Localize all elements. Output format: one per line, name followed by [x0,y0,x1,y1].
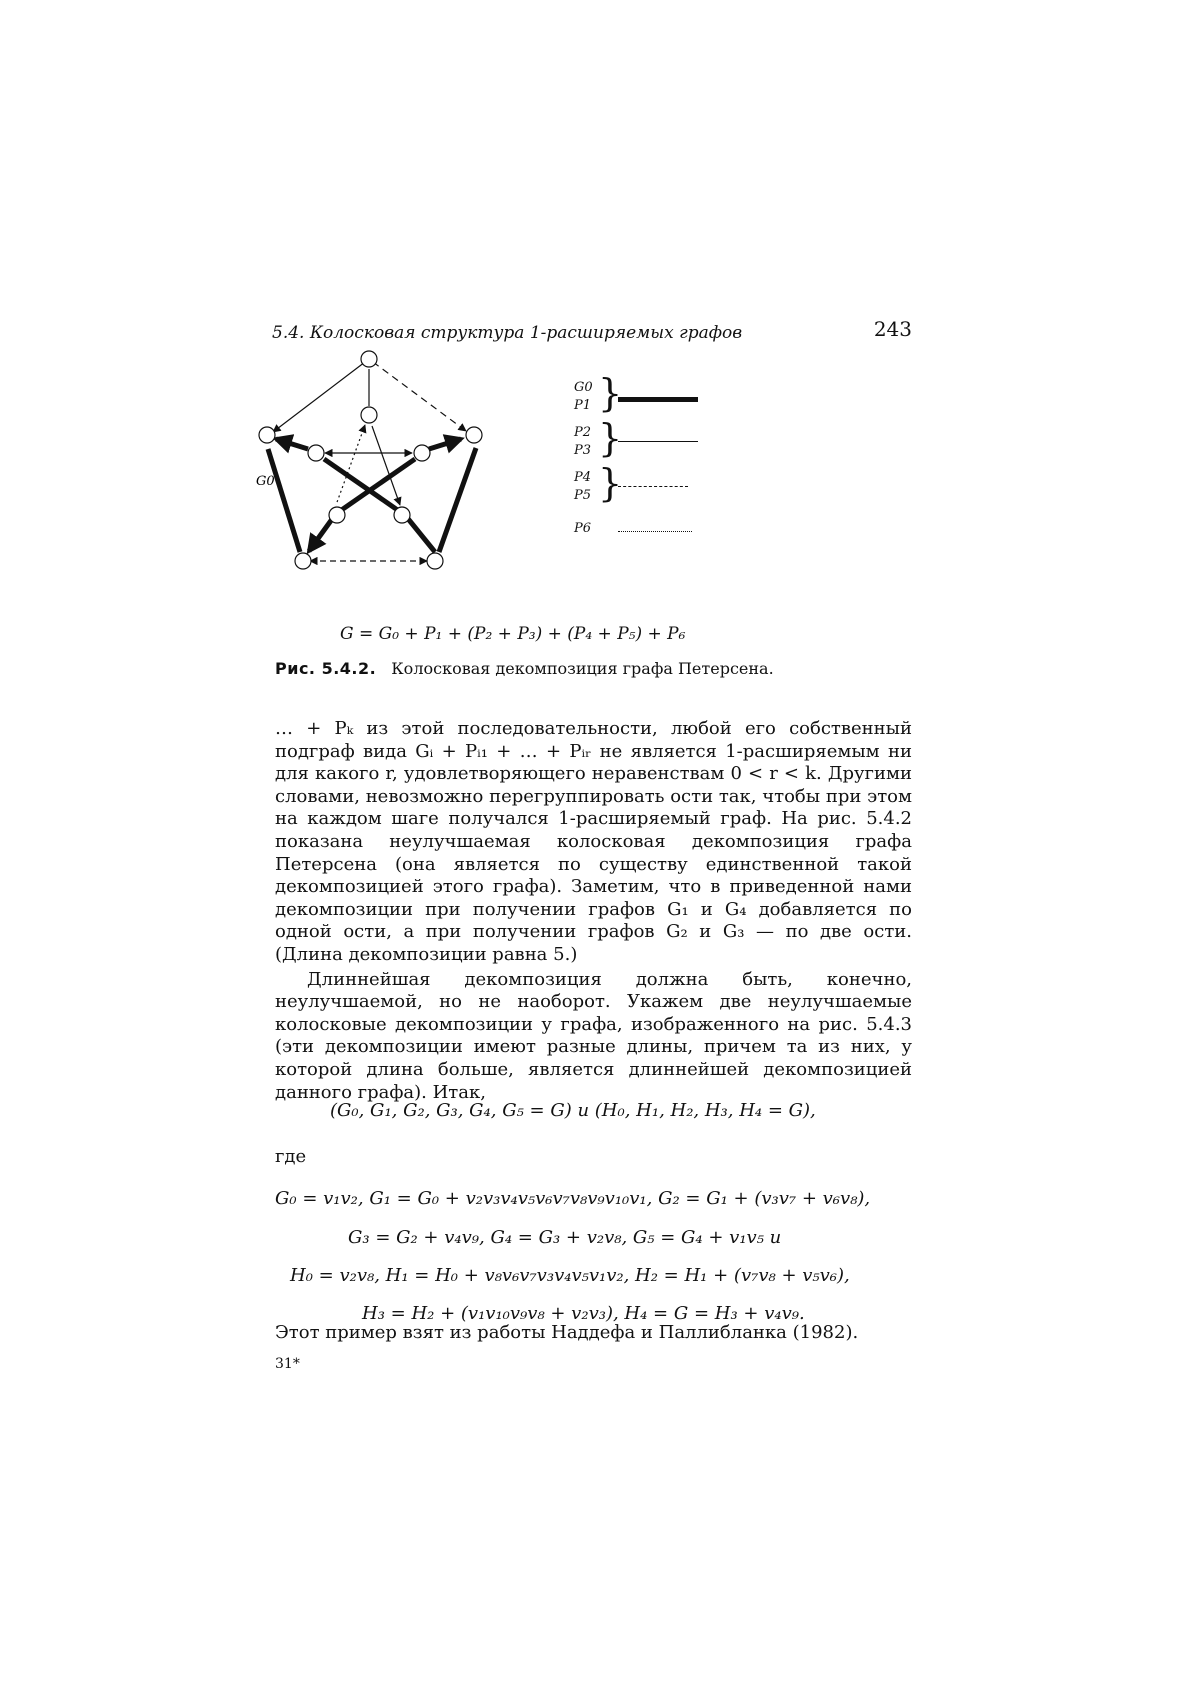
legend-label: P6 [574,521,592,536]
page-header [272,317,912,353]
page-number: 243 [873,317,912,341]
petersen-graph [256,368,562,618]
inner-top-bl [336,425,365,505]
edge-top-right [373,362,466,431]
brace-icon: } [598,416,623,460]
sequence-equation: (G₀, G₁, G₂, G₃, G₄, G₅ = G) и (H₀, H₁, H₂, H₃, H₄ = G), [330,1100,816,1121]
edge-top-left [273,362,365,432]
body-text [275,718,912,1104]
equation-line-4: H₃ = H₂ + (v₁v₁₀v₉v₈ + v₂v₃), H₄ = G = H₃ + v₄v₉. [362,1303,805,1324]
legend-label: P5 [574,488,592,503]
vertex-outer-bottom-left [295,553,311,569]
spoke-left [276,439,308,449]
legend-label: P2 [574,425,592,440]
signature-mark: 31* [275,1356,300,1372]
inner-l-br [324,459,399,511]
legend-swatch-solid [618,441,698,442]
legend-label: P1 [574,398,592,413]
paragraph-2: Длиннейшая декомпозиция должна быть, конечно, неулучшаемой, но не наоборот. Укажем две неулучшаемые колосковые декомпозиции у графа, изображенного на рис. 5.4.3 (эти декомпозиции имеют разные длины, причем та из них, у которой длина больше, является длиннейшей декомпозицией данного графа). Итак, [275,968,912,1103]
legend-group-2 [560,416,720,475]
inner-r-bl [340,459,415,511]
legend-swatch-dotted [618,531,692,532]
legend-label: P3 [574,443,592,458]
decomposition-formula: G = G₀ + P₁ + (P₂ + P₃) + (P₄ + P₅) + P₆ [340,624,686,644]
paragraph-1: … + Pₖ из этой последовательности, любой его собственный подграф вида Gᵢ + Pᵢ₁ + … + Pᵢᵣ не является 1-расширяемым ни для какого r, удовлетворяющего неравенствам 0 < r < k. Другими словами, невозможно перегруппировать ости так, чтобы при этом на каждом шаге получался 1-расширяемый граф. На рис. 5.4.2 показана неулучшаемая колосковая декомпозиция графа Петерсена (она является по существу единственной такой декомпозицией этого графа). Заметим, что в приведенной нами декомпозиции при получении графов G₁ и G₄ добавляется по одной ости, а при получении графов G₂ и G₃ — по две ости. (Длина декомпозиции равна 5.) [275,718,912,965]
legend-label: G0 [574,380,593,395]
vertex-outer-bottom-right [427,553,443,569]
caption-number: Рис. 5.4.2. [275,659,377,678]
edge-left-bottom [268,449,300,552]
spoke-right [429,439,461,449]
vertex-outer-top [361,351,377,367]
vertex-label: G0 [256,474,275,489]
legend-group-3 [560,461,720,520]
vertex-inner-left [308,445,324,461]
legend-group-4 [560,515,720,565]
figure-legend [560,371,720,580]
legend-label: P4 [574,470,592,485]
vertex-outer-right [466,427,482,443]
vertex-inner-right [414,445,430,461]
equation-line-3: H₀ = v₂v₈, H₁ = H₀ + v₈v₆v₇v₃v₄v₅v₁v₂, H₂ = H₁ + (v₇v₈ + v₅v₆), [290,1265,850,1286]
edge-right-bottom [439,448,476,552]
legend-swatch-dashed [618,486,688,487]
equation-line-2: G₃ = G₂ + v₄v₉, G₄ = G₃ + v₂v₈, G₅ = G₄ + v₁v₅ и [348,1227,782,1248]
caption-text: Колосковая декомпозиция графа Петерсена. [391,659,774,678]
vertex-inner-bottom-right [394,507,410,523]
vertex-inner-top [361,407,377,423]
vertex-outer-left [259,427,275,443]
brace-icon: } [598,371,623,415]
where-word: где [275,1146,307,1167]
running-title: 5.4. Колосковая структура 1-расширяемых графов [272,323,743,343]
spoke-bottom-right [405,515,435,552]
figure-caption [275,659,774,678]
vertex-inner-bottom-left [329,507,345,523]
equation-line-1: G₀ = v₁v₂, G₁ = G₀ + v₂v₃v₄v₅v₆v₇v₈v₉v₁₀v₁, G₂ = G₁ + (v₃v₇ + v₆v₈), [275,1188,871,1209]
closing-sentence: Этот пример взят из работы Наддефа и Паллибланка (1982). [275,1322,859,1343]
brace-icon: } [598,461,623,505]
legend-swatch-thick [618,397,698,402]
legend-group-1 [560,371,720,430]
